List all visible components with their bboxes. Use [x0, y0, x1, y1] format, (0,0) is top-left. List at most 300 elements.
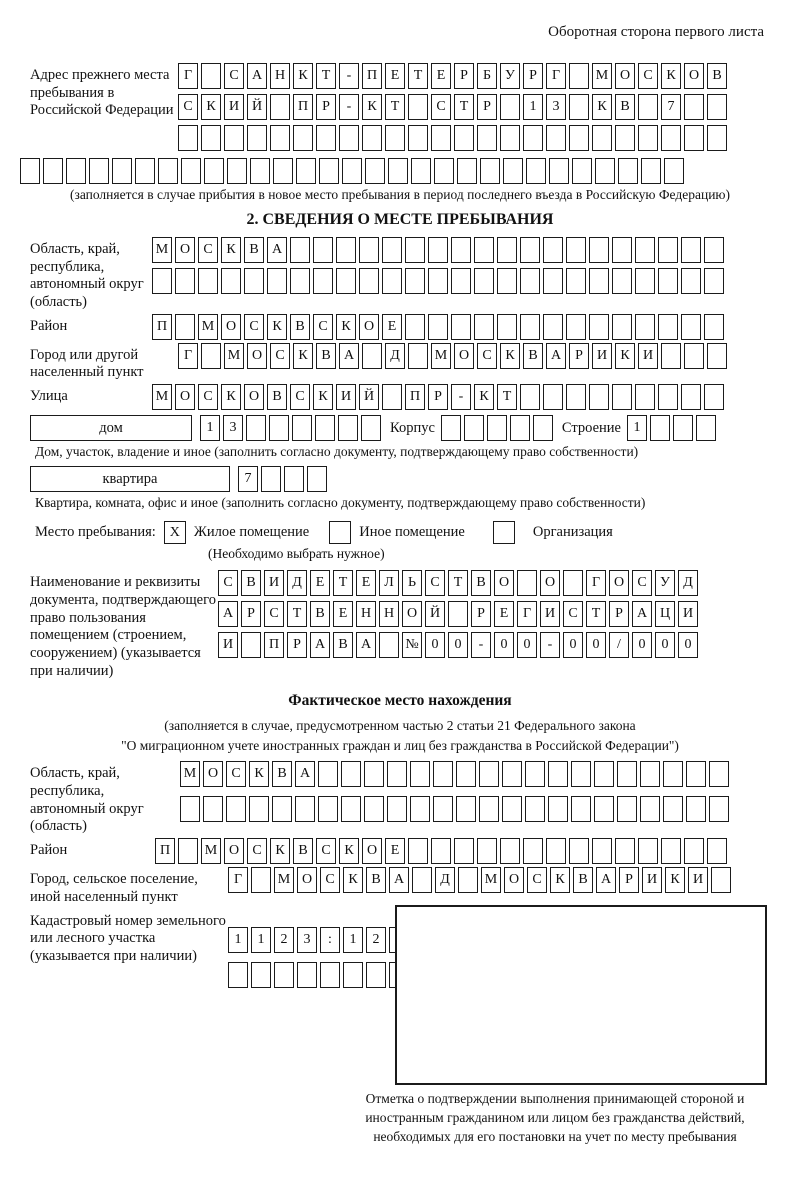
char-cell: [517, 570, 537, 596]
kvartira-cells: [238, 466, 330, 487]
char-cell: [543, 237, 563, 263]
char-cell: К: [665, 867, 685, 893]
factual-title: Фактическое место нахождения: [288, 692, 512, 710]
char-cell: О: [244, 384, 264, 410]
char-cell: [318, 761, 338, 787]
char-cell: 1: [343, 927, 363, 953]
char-cell: М: [224, 343, 244, 369]
char-cell: [408, 838, 428, 864]
char-cell: [635, 268, 655, 294]
char-cell: К: [550, 867, 570, 893]
char-cell: [658, 384, 678, 410]
char-cell: [661, 125, 681, 151]
char-cell: [658, 237, 678, 263]
char-cell: [618, 158, 638, 184]
char-cell: -: [339, 94, 359, 120]
char-cell: Й: [359, 384, 379, 410]
char-cell: А: [310, 632, 330, 658]
char-cell: О: [247, 343, 267, 369]
char-cell: [272, 796, 292, 822]
char-cell: С: [226, 761, 246, 787]
char-cell: А: [295, 761, 315, 787]
gorod-label: Город или другой населенный пункт: [30, 346, 144, 381]
char-cell: М: [152, 384, 172, 410]
char-cell: С: [178, 94, 198, 120]
char-cell: [569, 94, 589, 120]
char-cell: [387, 796, 407, 822]
char-cell: [408, 94, 428, 120]
char-cell: Й: [425, 601, 445, 627]
char-cell: К: [336, 314, 356, 340]
char-cell: [612, 268, 632, 294]
factual-gorod-label: Город, сельское поселение, иной населенный пункт: [30, 871, 198, 905]
char-cell: С: [477, 343, 497, 369]
char-cell: М: [274, 867, 294, 893]
char-cell: 0: [517, 632, 537, 658]
char-cell: [520, 384, 540, 410]
char-cell: [43, 158, 63, 184]
char-cell: [181, 158, 201, 184]
char-cell: [510, 415, 530, 441]
char-cell: [428, 268, 448, 294]
char-cell: [684, 343, 704, 369]
char-cell: [681, 384, 701, 410]
char-cell: О: [684, 63, 704, 89]
char-cell: А: [546, 343, 566, 369]
char-cell: П: [155, 838, 175, 864]
char-cell: Ь: [402, 570, 422, 596]
char-cell: [477, 838, 497, 864]
char-cell: :: [320, 927, 340, 953]
char-cell: [405, 237, 425, 263]
char-cell: [361, 415, 381, 441]
char-cell: Р: [428, 384, 448, 410]
char-cell: К: [293, 343, 313, 369]
char-cell: Г: [228, 867, 248, 893]
char-cell: 0: [425, 632, 445, 658]
oblast-group: [30, 237, 770, 312]
char-cell: О: [359, 314, 379, 340]
char-cell: П: [405, 384, 425, 410]
char-cell: С: [527, 867, 547, 893]
char-cell: 3: [223, 415, 243, 441]
char-cell: 0: [632, 632, 652, 658]
char-cell: [681, 314, 701, 340]
factual-oblast-rows: [180, 761, 732, 827]
char-cell: [520, 237, 540, 263]
char-cell: [178, 125, 198, 151]
doc-row-2: [218, 601, 701, 628]
char-cell: [615, 838, 635, 864]
factual-oblast-group: [30, 761, 770, 836]
char-cell: Р: [471, 601, 491, 627]
factual-oblast-row-1: [180, 761, 732, 788]
char-cell: К: [293, 63, 313, 89]
char-cell: О: [454, 343, 474, 369]
char-cell: [267, 268, 287, 294]
char-cell: [520, 268, 540, 294]
char-cell: О: [221, 314, 241, 340]
prev-address-row-3: [178, 125, 730, 152]
char-cell: [341, 761, 361, 787]
char-cell: 1: [523, 94, 543, 120]
char-cell: С: [320, 867, 340, 893]
char-cell: [640, 761, 660, 787]
char-cell: [533, 415, 553, 441]
char-cell: [497, 237, 517, 263]
char-cell: [203, 796, 223, 822]
char-cell: [684, 94, 704, 120]
char-cell: [410, 761, 430, 787]
char-cell: [684, 838, 704, 864]
char-cell: Е: [310, 570, 330, 596]
char-cell: [543, 314, 563, 340]
char-cell: [359, 268, 379, 294]
factual-gorod-group: [30, 867, 770, 906]
char-cell: О: [203, 761, 223, 787]
char-cell: [464, 415, 484, 441]
char-cell: У: [500, 63, 520, 89]
char-cell: [686, 796, 706, 822]
raion-label: Район: [30, 317, 68, 334]
char-cell: А: [632, 601, 652, 627]
char-cell: В: [615, 94, 635, 120]
char-cell: [589, 314, 609, 340]
char-cell: [612, 237, 632, 263]
mesto-option-organizatsiya-label: Организация: [532, 524, 613, 541]
char-cell: С: [290, 384, 310, 410]
char-cell: [224, 125, 244, 151]
char-cell: [66, 158, 86, 184]
char-cell: [474, 314, 494, 340]
char-cell: [226, 796, 246, 822]
char-cell: [261, 466, 281, 492]
char-cell: [569, 838, 589, 864]
char-cell: В: [573, 867, 593, 893]
char-cell: Е: [494, 601, 514, 627]
char-cell: [336, 268, 356, 294]
char-cell: О: [175, 384, 195, 410]
char-cell: С: [264, 601, 284, 627]
char-cell: [594, 761, 614, 787]
mesto-label: Место пребывания:: [35, 524, 156, 541]
section2-title: 2. СВЕДЕНИЯ О МЕСТЕ ПРЕБЫВАНИЯ: [246, 211, 554, 228]
char-cell: [273, 158, 293, 184]
char-cell: [661, 343, 681, 369]
factual-note-line1: (заполняется в случае, предусмотренном частью 2 статьи 21 Федерального закона: [164, 718, 636, 734]
char-cell: А: [389, 867, 409, 893]
char-cell: М: [592, 63, 612, 89]
char-cell: [451, 268, 471, 294]
char-cell: В: [290, 314, 310, 340]
char-cell: 7: [238, 466, 258, 492]
char-cell: [244, 268, 264, 294]
char-cell: [411, 158, 431, 184]
char-cell: [318, 796, 338, 822]
char-cell: [313, 268, 333, 294]
char-cell: -: [471, 632, 491, 658]
char-cell: [487, 415, 507, 441]
char-cell: [251, 867, 271, 893]
char-cell: [320, 962, 340, 988]
char-cell: [336, 237, 356, 263]
char-cell: 0: [563, 632, 583, 658]
gorod-row: [178, 343, 730, 370]
char-cell: О: [609, 570, 629, 596]
char-cell: В: [310, 601, 330, 627]
kvartira-widebox: квартира: [30, 466, 230, 492]
dom-cells: [200, 415, 384, 436]
char-cell: П: [264, 632, 284, 658]
char-cell: С: [425, 570, 445, 596]
factual-raion-row: [155, 838, 730, 865]
char-cell: С: [563, 601, 583, 627]
doc-group: [30, 570, 770, 680]
char-cell: [711, 867, 731, 893]
char-cell: [338, 415, 358, 441]
char-cell: О: [504, 867, 524, 893]
char-cell: Ц: [655, 601, 675, 627]
char-cell: [635, 314, 655, 340]
char-cell: Г: [178, 63, 198, 89]
char-cell: Е: [385, 838, 405, 864]
char-cell: [152, 268, 172, 294]
char-cell: К: [343, 867, 363, 893]
char-cell: [663, 796, 683, 822]
char-cell: К: [615, 343, 635, 369]
char-cell: Е: [431, 63, 451, 89]
char-cell: 1: [627, 415, 647, 441]
char-cell: [295, 796, 315, 822]
char-cell: [454, 125, 474, 151]
char-cell: [456, 796, 476, 822]
char-cell: [385, 125, 405, 151]
char-cell: [454, 838, 474, 864]
char-cell: Т: [454, 94, 474, 120]
stroenie-cells: [627, 415, 719, 436]
char-cell: [571, 761, 591, 787]
doc-rows: [218, 570, 701, 663]
char-cell: [566, 314, 586, 340]
char-cell: П: [293, 94, 313, 120]
char-cell: [366, 962, 386, 988]
char-cell: [434, 158, 454, 184]
char-cell: [479, 761, 499, 787]
char-cell: [175, 314, 195, 340]
char-cell: [290, 268, 310, 294]
char-cell: Е: [333, 601, 353, 627]
char-cell: Б: [477, 63, 497, 89]
char-cell: [405, 314, 425, 340]
char-cell: [316, 125, 336, 151]
char-cell: [456, 761, 476, 787]
char-cell: [20, 158, 40, 184]
char-cell: [563, 570, 583, 596]
mesto-option-inoe-label: Иное помещение: [359, 524, 465, 541]
char-cell: [251, 962, 271, 988]
char-cell: В: [241, 570, 261, 596]
char-cell: [543, 384, 563, 410]
char-cell: [112, 158, 132, 184]
char-cell: Г: [178, 343, 198, 369]
char-cell: [227, 158, 247, 184]
char-cell: П: [152, 314, 172, 340]
char-cell: [681, 268, 701, 294]
char-cell: К: [362, 94, 382, 120]
char-cell: Т: [287, 601, 307, 627]
char-cell: О: [494, 570, 514, 596]
oblast-rows: [152, 237, 727, 299]
char-cell: [364, 761, 384, 787]
char-cell: [362, 343, 382, 369]
char-cell: [664, 158, 684, 184]
char-cell: [595, 158, 615, 184]
char-cell: А: [356, 632, 376, 658]
char-cell: [433, 761, 453, 787]
char-cell: [548, 796, 568, 822]
char-cell: Т: [333, 570, 353, 596]
char-cell: И: [638, 343, 658, 369]
dom-caption: Дом, участок, владение и иное (заполнить согласно документу, подтверждающему право собственности): [35, 444, 639, 460]
ulitsa-group: [30, 384, 770, 411]
char-cell: В: [272, 761, 292, 787]
factual-oblast-row-2: [180, 796, 732, 823]
char-cell: В: [293, 838, 313, 864]
char-cell: [686, 761, 706, 787]
char-cell: К: [249, 761, 269, 787]
checkbox-organizatsiya: [493, 521, 515, 544]
char-cell: 1: [228, 927, 248, 953]
char-cell: Р: [569, 343, 589, 369]
char-cell: 7: [661, 94, 681, 120]
char-cell: Д: [287, 570, 307, 596]
char-cell: [428, 237, 448, 263]
char-cell: [274, 962, 294, 988]
char-cell: [428, 314, 448, 340]
char-cell: Р: [241, 601, 261, 627]
char-cell: Й: [247, 94, 267, 120]
char-cell: [175, 268, 195, 294]
char-cell: Р: [316, 94, 336, 120]
char-cell: В: [471, 570, 491, 596]
char-cell: [198, 268, 218, 294]
char-cell: С: [638, 63, 658, 89]
char-cell: Е: [356, 570, 376, 596]
factual-raion-group: [30, 838, 770, 865]
char-cell: [319, 158, 339, 184]
char-cell: 3: [297, 927, 317, 953]
char-cell: 1: [200, 415, 220, 441]
char-cell: У: [655, 570, 675, 596]
char-cell: [526, 158, 546, 184]
char-cell: М: [198, 314, 218, 340]
char-cell: [292, 415, 312, 441]
checkbox-inoe: [329, 521, 351, 544]
char-cell: [362, 125, 382, 151]
raion-row: [152, 314, 727, 341]
char-cell: /: [609, 632, 629, 658]
char-cell: [241, 632, 261, 658]
char-cell: К: [201, 94, 221, 120]
prev-address-row-1: [178, 63, 730, 90]
char-cell: [650, 415, 670, 441]
char-cell: С: [198, 384, 218, 410]
char-cell: О: [175, 237, 195, 263]
char-cell: [249, 796, 269, 822]
char-cell: [204, 158, 224, 184]
char-cell: Р: [609, 601, 629, 627]
char-cell: -: [339, 63, 359, 89]
char-cell: И: [642, 867, 662, 893]
char-cell: [500, 838, 520, 864]
char-cell: [500, 125, 520, 151]
char-cell: С: [313, 314, 333, 340]
char-cell: [502, 796, 522, 822]
char-cell: [612, 314, 632, 340]
char-cell: [201, 63, 221, 89]
char-cell: [408, 343, 428, 369]
char-cell: [635, 237, 655, 263]
char-cell: В: [523, 343, 543, 369]
char-cell: О: [540, 570, 560, 596]
raion-group: [30, 314, 770, 341]
char-cell: А: [339, 343, 359, 369]
char-cell: [474, 237, 494, 263]
char-cell: [410, 796, 430, 822]
char-cell: К: [221, 384, 241, 410]
char-cell: [341, 796, 361, 822]
char-cell: [548, 761, 568, 787]
char-cell: [479, 796, 499, 822]
char-cell: С: [244, 314, 264, 340]
char-cell: [684, 125, 704, 151]
char-cell: И: [592, 343, 612, 369]
mesto-row: [35, 521, 770, 544]
char-cell: [221, 268, 241, 294]
char-cell: О: [224, 838, 244, 864]
char-cell: [284, 466, 304, 492]
char-cell: [640, 796, 660, 822]
char-cell: [696, 415, 716, 441]
char-cell: [342, 158, 362, 184]
kvartira-caption: Квартира, комната, офис и иное (заполнить согласно документу, подтверждающему право собственности): [35, 495, 646, 511]
char-cell: Т: [497, 384, 517, 410]
char-cell: [500, 94, 520, 120]
char-cell: [566, 268, 586, 294]
prev-address-caption: (заполняется в случае прибытия в новое место пребывания в период последнего въезда в Российскую Федерацию): [69, 187, 731, 202]
char-cell: М: [431, 343, 451, 369]
kvartira-row: [30, 466, 770, 493]
prev-address-rows: [178, 63, 730, 156]
char-cell: [569, 125, 589, 151]
factual-oblast-label: Область, край, республика, автономный округ (область): [30, 765, 144, 835]
doc-row-1: [218, 570, 701, 597]
char-cell: -: [451, 384, 471, 410]
char-cell: [270, 94, 290, 120]
stroenie-label: Строение: [561, 420, 621, 437]
char-cell: [658, 268, 678, 294]
stamp-caption: Отметка о подтверждении выполнения принимающей стороной и иностранным гражданином или лицом без гражданства действий, необходимых для его постановки на учет по месту пребывания: [365, 1091, 745, 1144]
char-cell: П: [362, 63, 382, 89]
char-cell: [412, 867, 432, 893]
char-cell: [594, 796, 614, 822]
korpus-cells: [441, 415, 556, 432]
prev-address-label: Адрес прежнего места пребывания в Российской Федерации: [30, 67, 174, 119]
char-cell: [201, 343, 221, 369]
char-cell: [365, 158, 385, 184]
char-cell: Н: [379, 601, 399, 627]
char-cell: 2: [366, 927, 386, 953]
